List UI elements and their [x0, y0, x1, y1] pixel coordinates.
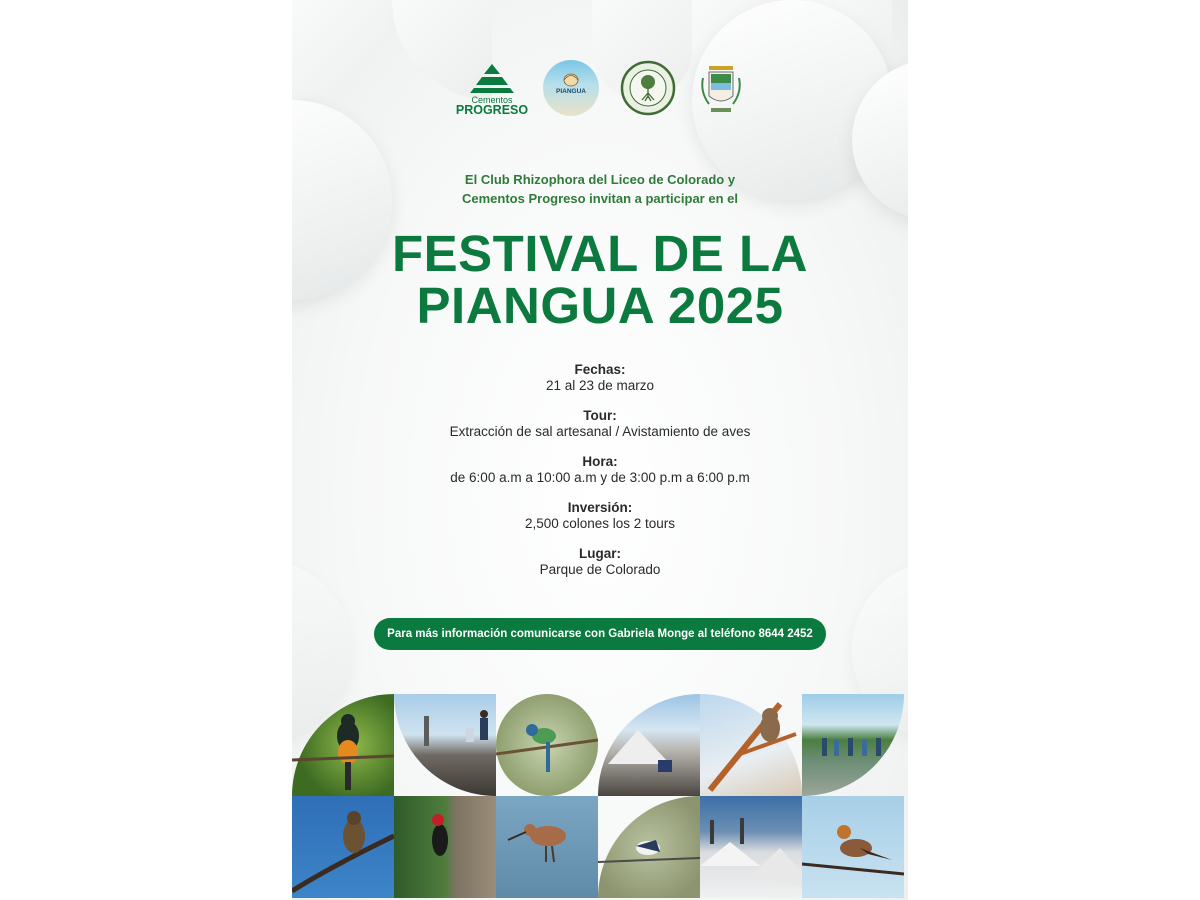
logo-text-small: Cementos: [471, 95, 513, 105]
municipal-coat-of-arms: [697, 58, 745, 118]
detail-label: Inversión:: [567, 500, 633, 515]
shield-crest-icon: [697, 58, 745, 118]
photo-cell: [292, 694, 394, 796]
intro-line-2: Cementos Progreso invitan a participar en el: [462, 191, 738, 206]
detail-label: Tour:: [583, 408, 617, 423]
salt-pile-icon: [700, 796, 802, 898]
detail-price: [292, 500, 908, 546]
bird-icon: [496, 796, 598, 898]
photo-cell: [496, 694, 598, 796]
detail-value: de 6:00 a.m a 10:00 a.m y de 3:00 p.m a 6:00 p.m: [450, 470, 750, 485]
photo-cell: [394, 796, 496, 898]
detail-label: Fechas:: [574, 362, 626, 377]
trogon-bird-photo: [292, 694, 394, 796]
piangua-logo-text: PIANGUA: [556, 88, 586, 95]
detail-time: [292, 454, 908, 500]
salt-flats-photo: [700, 796, 802, 898]
detail-location: [292, 546, 908, 592]
detail-tour: [292, 408, 908, 454]
photo-cell: [496, 796, 598, 898]
photo-cell: [394, 694, 496, 796]
intro-line-1: El Club Rhizophora del Liceo de Colorado y: [464, 172, 736, 187]
photo-cell: [802, 694, 904, 796]
hawk-bird-photo: [292, 796, 394, 898]
bird-icon: [802, 796, 904, 898]
salt-mound-photo: [598, 694, 700, 796]
swallow-bird-photo: [598, 796, 700, 898]
detail-label: Hora:: [582, 454, 618, 469]
cementos-progreso-logo: [452, 62, 532, 118]
bird-icon: [598, 796, 700, 898]
shorebird-photo: [496, 796, 598, 898]
pygmy-owl-photo: [700, 694, 802, 796]
title-line-2: PIANGUA 2025: [416, 277, 784, 334]
detail-value: Extracción de sal artesanal / Avistamiento de aves: [449, 424, 751, 439]
sponsor-logos: [292, 58, 908, 120]
people-icon: [394, 694, 496, 796]
woodpecker-bird-photo: [394, 796, 496, 898]
intro-text: [292, 170, 908, 208]
event-details: [292, 362, 908, 592]
bird-icon: [496, 694, 598, 796]
piangua-festival-logo: [543, 60, 599, 116]
photo-cell: [700, 694, 802, 796]
photo-cell: [292, 796, 394, 898]
contact-banner: Para más información comunicarse con Gabriela Monge al teléfono 8644 2452: [374, 618, 826, 650]
detail-dates: [292, 362, 908, 408]
bird-icon: [394, 796, 496, 898]
photo-cell: [598, 796, 700, 898]
detail-value: 2,500 colones los 2 tours: [524, 516, 676, 531]
photo-grid: [292, 694, 908, 900]
detail-value: 21 al 23 de marzo: [545, 378, 655, 393]
salt-pile-icon: [598, 694, 700, 796]
detail-label: Lugar:: [579, 546, 621, 561]
photo-cell: [802, 796, 904, 898]
salt-works-people-photo: [394, 694, 496, 796]
logo-text-brand: PROGRESO: [455, 103, 529, 117]
cliff-swallow-photo: [802, 796, 904, 898]
photo-cell: [598, 694, 700, 796]
club-rhizophora-seal: [620, 60, 676, 116]
photo-cell: [700, 796, 802, 898]
group-icon: [802, 694, 904, 796]
bird-icon: [292, 694, 394, 796]
detail-value: Parque de Colorado: [539, 562, 661, 577]
page-title: [292, 225, 908, 334]
bird-icon: [292, 796, 394, 898]
owl-icon: [700, 694, 802, 796]
motmot-bird-photo: [496, 694, 598, 796]
tour-group-photo: [802, 694, 904, 796]
mangrove-seal-icon: [620, 60, 676, 116]
title-line-1: FESTIVAL DE LA: [392, 225, 808, 282]
festival-poster: [292, 0, 908, 900]
